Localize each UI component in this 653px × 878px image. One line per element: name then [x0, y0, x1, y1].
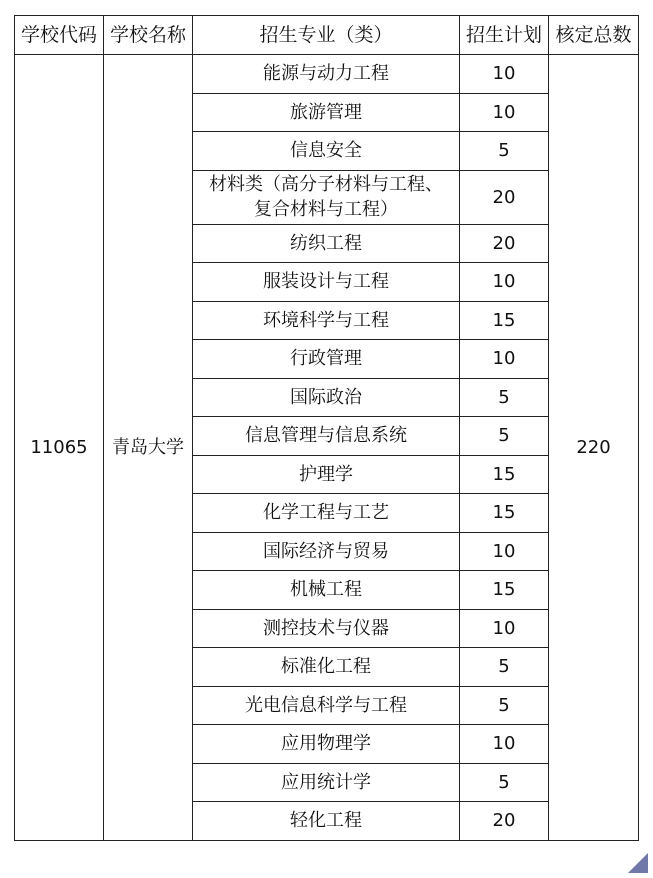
plan-cell: 15	[460, 571, 549, 610]
plan-cell: 15	[460, 494, 549, 533]
major-cell: 机械工程	[193, 571, 460, 610]
major-cell: 纺织工程	[193, 224, 460, 263]
major-cell: 行政管理	[193, 340, 460, 379]
major-cell: 信息安全	[193, 132, 460, 171]
header-major: 招生专业（类）	[193, 16, 460, 55]
header-total: 核定总数	[549, 16, 639, 55]
major-cell: 信息管理与信息系统	[193, 417, 460, 456]
major-cell: 应用统计学	[193, 763, 460, 802]
major-cell: 护理学	[193, 455, 460, 494]
total-cell: 220	[549, 55, 639, 841]
plan-cell: 5	[460, 378, 549, 417]
plan-cell: 10	[460, 55, 549, 94]
plan-cell: 10	[460, 609, 549, 648]
header-school-code: 学校代码	[15, 16, 104, 55]
plan-cell: 5	[460, 686, 549, 725]
major-cell: 测控技术与仪器	[193, 609, 460, 648]
major-cell: 国际政治	[193, 378, 460, 417]
major-cell-line: 材料类（高分子材料与工程、	[209, 174, 443, 195]
header-plan: 招生计划	[460, 16, 549, 55]
major-cell: 服装设计与工程	[193, 263, 460, 302]
plan-cell: 10	[460, 532, 549, 571]
plan-cell: 20	[460, 170, 549, 224]
major-cell: 国际经济与贸易	[193, 532, 460, 571]
major-cell: 轻化工程	[193, 802, 460, 841]
major-cell: 能源与动力工程	[193, 55, 460, 94]
plan-cell: 10	[460, 263, 549, 302]
plan-cell: 15	[460, 455, 549, 494]
major-cell: 旅游管理	[193, 93, 460, 132]
school-code-cell: 11065	[15, 55, 104, 841]
header-school-name: 学校名称	[104, 16, 193, 55]
major-cell: 环境科学与工程	[193, 301, 460, 340]
major-cell: 应用物理学	[193, 725, 460, 764]
plan-cell: 10	[460, 93, 549, 132]
plan-cell: 20	[460, 802, 549, 841]
plan-cell: 5	[460, 417, 549, 456]
major-cell: 光电信息科学与工程	[193, 686, 460, 725]
table-row	[15, 55, 639, 94]
plan-cell: 5	[460, 648, 549, 687]
major-cell: 化学工程与工艺	[193, 494, 460, 533]
school-name-cell: 青岛大学	[104, 55, 193, 841]
enrollment-plan-table	[14, 15, 639, 841]
plan-cell: 10	[460, 340, 549, 379]
plan-cell: 5	[460, 132, 549, 171]
major-cell: 标准化工程	[193, 648, 460, 687]
plan-cell: 20	[460, 224, 549, 263]
plan-cell: 15	[460, 301, 549, 340]
major-cell	[193, 170, 460, 224]
plan-cell: 10	[460, 725, 549, 764]
plan-cell: 5	[460, 763, 549, 802]
major-cell-line: 复合材料与工程）	[254, 199, 398, 220]
page-corner-mark	[628, 853, 648, 873]
table-header-row	[15, 16, 639, 55]
